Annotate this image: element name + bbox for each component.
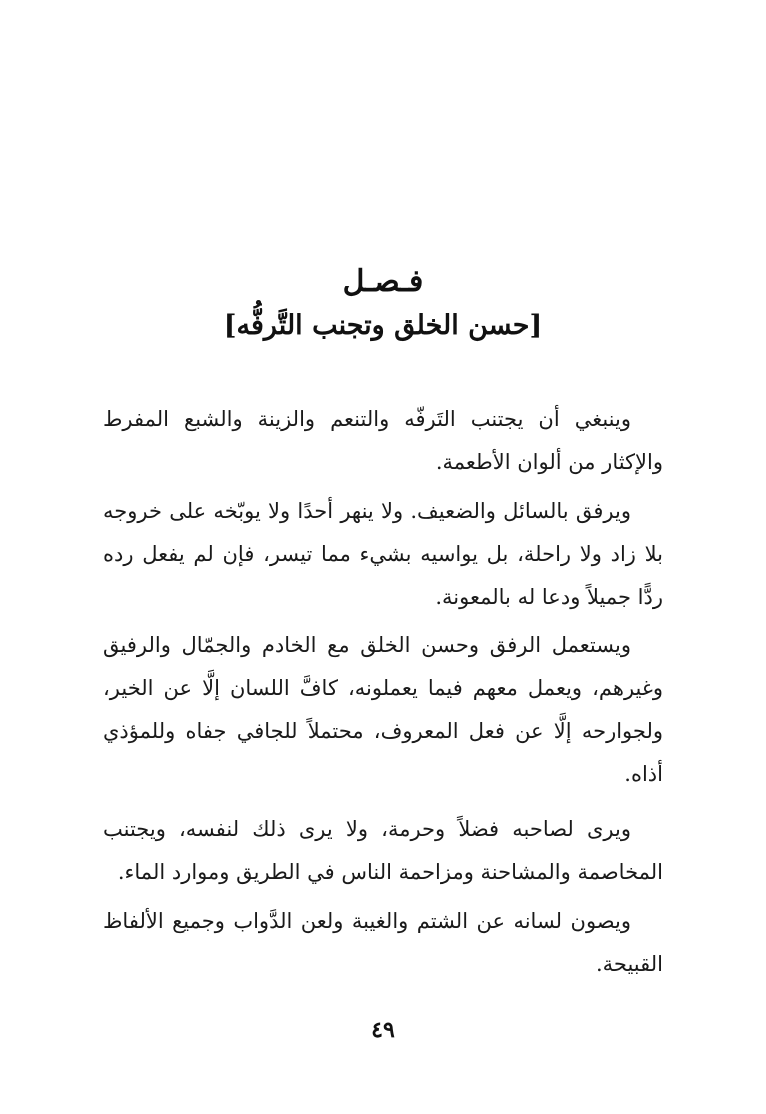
paragraph: ويرى لصاحبه فضلاً وحرمة، ولا يرى ذلك لنفسه، ويجتنب المخاصمة والمشاحنة ومزاحمة الناس في الطريق وموارد الماء. <box>103 817 663 884</box>
paragraph: ويرفق بالسائل والضعيف. ولا ينهر أحدًا ولا يوبّخه على خروجه بلا زاد ولا راحلة، بل يواسيه بشيء مما تيسر، فإن لم يفعل رده ردًّا جميلاً ودعا له بالمعونة. <box>103 499 663 609</box>
paragraph: ويصون لسانه عن الشتم والغيبة ولعن الدَّواب وجميع الألفاظ القبيحة. <box>103 909 663 976</box>
section-title: [حسن الخلق وتجنب التَّرفُّه] <box>223 310 543 341</box>
page-number: ٤٩ <box>371 1017 395 1043</box>
section-label: فـصـل <box>342 264 424 299</box>
paragraph: ويستعمل الرفق وحسن الخلق مع الخادم والجمّال والرفيق وغيرهم، ويعمل معهم فيما يعملونه، كافَّ اللسان إلَّا عن الخير، ولجوارحه إلَّا عن فعل المعروف، محتملاً للجافي جفاه وللمؤذي أذاه. <box>103 633 663 786</box>
paragraph: وينبغي أن يجتنب التَرفّه والتنعم والزينة والشبع المفرط والإكثار من ألوان الأطعمة. <box>103 407 663 474</box>
